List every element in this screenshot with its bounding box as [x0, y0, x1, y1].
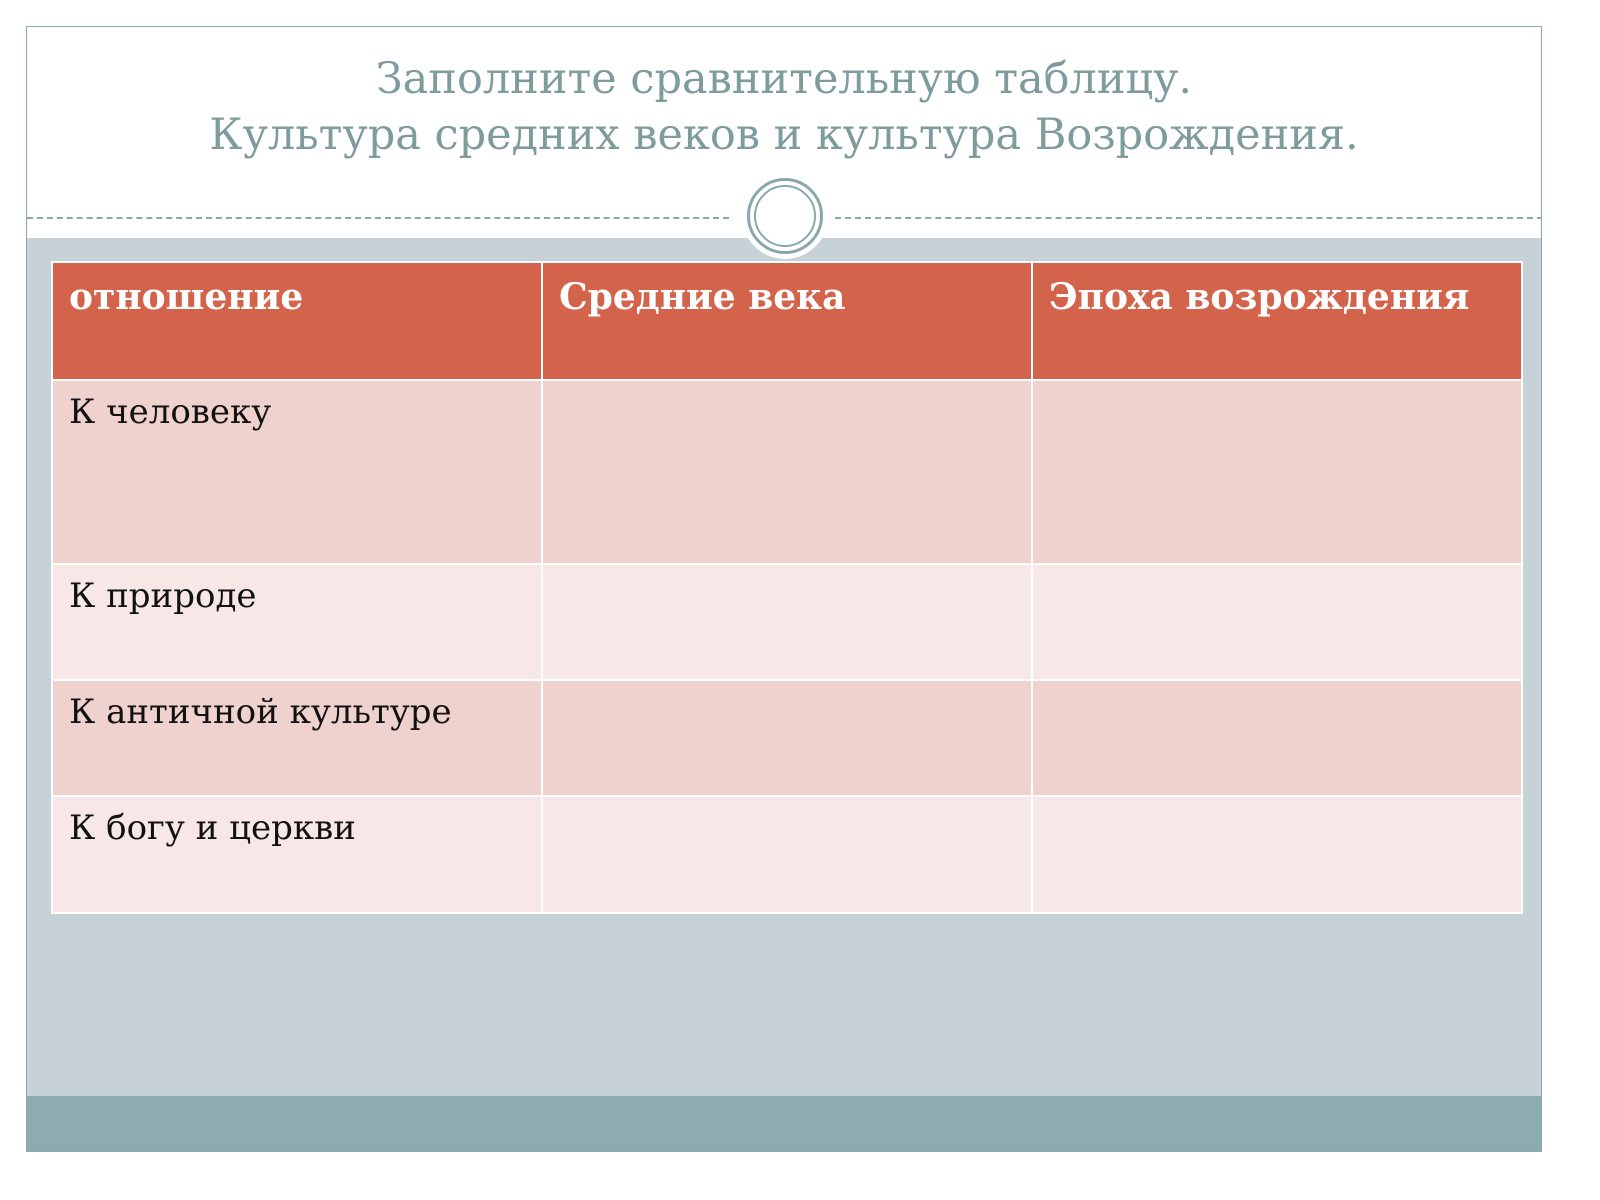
row-label-god-church: К богу и церкви — [52, 796, 542, 913]
dashed-divider-left — [27, 217, 729, 219]
cell-renaissance-nature[interactable] — [1032, 564, 1522, 680]
table-header-row — [52, 262, 1522, 380]
header-middle-ages: Средние века — [542, 262, 1032, 380]
cell-renaissance-god[interactable] — [1032, 796, 1522, 913]
header-renaissance: Эпоха возрождения — [1032, 262, 1522, 380]
slide-title-line-1: Заполните сравнительную таблицу. — [375, 54, 1193, 104]
cell-middle-ages-antique[interactable] — [542, 680, 1032, 796]
row-label-human: К человеку — [52, 380, 542, 564]
circle-ornament-core — [754, 185, 816, 247]
table-row — [52, 796, 1522, 913]
table-row — [52, 380, 1522, 564]
cell-middle-ages-god[interactable] — [542, 796, 1032, 913]
slide — [26, 26, 1542, 1152]
slide-title-line-2: Культура средних веков и культура Возрождения. — [209, 110, 1359, 160]
cell-renaissance-antique[interactable] — [1032, 680, 1522, 796]
row-label-nature: К природе — [52, 564, 542, 680]
footer-band — [27, 1096, 1541, 1152]
table-row — [52, 680, 1522, 796]
comparison-table — [51, 261, 1523, 914]
header-relation: отношение — [52, 262, 542, 380]
cell-middle-ages-human[interactable] — [542, 380, 1032, 564]
dashed-divider-right — [835, 217, 1542, 219]
row-label-antique-culture: К античной культуре — [52, 680, 542, 796]
cell-middle-ages-nature[interactable] — [542, 564, 1032, 680]
cell-renaissance-human[interactable] — [1032, 380, 1522, 564]
table-row — [52, 564, 1522, 680]
